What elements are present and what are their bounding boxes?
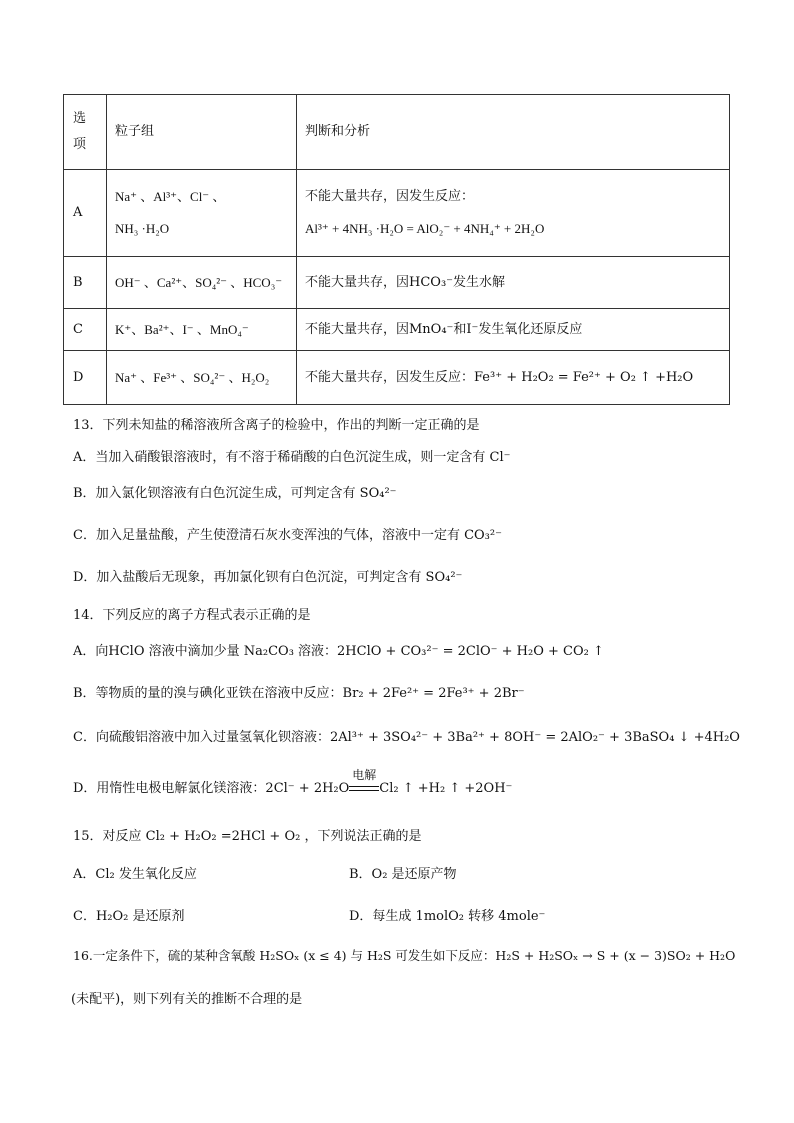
question-14-option-d [73,768,513,796]
option-d-prefix: D．用惰性电极电解氯化镁溶液：2Cl⁻ + 2H₂O [73,781,350,796]
question-16-line1: 16.一定条件下，硫的某种含氧酸 H₂SOₓ (x ≤ 4) 与 H₂S 可发生如下反应：H₂S + H₂SOₓ → S + (x − 3)SO₂ + H₂O [73,948,736,963]
row-group: Na⁺ 、Fe³⁺ 、SO₄²⁻ 、H₂O₂ [107,351,297,405]
question-13-option-b: B．加入氯化钡溶液有白色沉淀生成，可判定含有 SO₄²⁻ [73,486,397,501]
row-group: K⁺、Ba²⁺、I⁻ 、MnO₄⁻ [107,309,297,351]
table-row [64,351,730,405]
row-option: D [64,351,107,405]
row-group [107,170,297,257]
analysis-equation: Al³⁺ + 4NH₃ ·H₂O = AlO₂⁻ + 4NH₄⁺ + 2H₂O [305,221,545,236]
question-15-option-b: B．O₂ 是还原产物 [349,867,457,882]
question-15-option-a: A．Cl₂ 发生氧化反应 [73,867,197,882]
table-header-row [64,95,730,170]
question-14-option-a: A．向HClO 溶液中滴加少量 Na₂CO₃ 溶液：2HClO + CO₃²⁻ = 2ClO⁻ + H₂O + CO₂ ↑ [73,644,604,659]
row-option: A [64,170,107,257]
question-13-option-c: C．加入足量盐酸，产生使澄清石灰水变浑浊的气体，溶液中一定有 CO₃²⁻ [73,528,502,543]
option-d-suffix: Cl₂ ↑ +H₂ ↑ +2OH⁻ [379,781,513,796]
row-analysis: 不能大量共存，因MnO₄⁻和I⁻发生氧化还原反应 [297,309,730,351]
question-15-option-c: C．H₂O₂ 是还原剂 [73,909,185,924]
question-14-option-c: C．向硫酸铝溶液中加入过量氢氧化钡溶液：2Al³⁺ + 3SO₄²⁻ + 3Ba²⁺ + 8OH⁻ = 2AlO₂⁻ + 3BaSO₄ ↓ +4H₂O [73,730,740,745]
row-analysis [297,170,730,257]
question-13-stem: 13．下列未知盐的稀溶液所含离子的检验中，作出的判断一定正确的是 [73,418,480,433]
electrolysis-condition: 电解 [352,768,377,782]
double-bar [349,786,379,791]
question-15-stem: 15．对反应 Cl₂ + H₂O₂ =2HCl + O₂ ，下列说法正确的是 [73,829,422,844]
question-14-stem: 14．下列反应的离子方程式表示正确的是 [73,608,311,623]
row-analysis: 不能大量共存，因HCO₃⁻发生水解 [297,257,730,309]
group-line: Na⁺ 、Al³⁺、Cl⁻ 、 [115,189,226,204]
question-13-option-d: D．加入盐酸后无现象，再加氯化钡有白色沉淀，可判定含有 SO₄²⁻ [73,570,463,585]
header-option [64,95,107,170]
row-group: OH⁻ 、Ca²⁺、SO₄²⁻ 、HCO₃⁻ [107,257,297,309]
electrolysis-sign [349,768,379,796]
question-13-option-a: A．当加入硝酸银溶液时，有不溶于稀硝酸的白色沉淀生成，则一定含有 Cl⁻ [73,450,511,465]
row-analysis: 不能大量共存，因发生反应：Fe³⁺ + H₂O₂ = Fe²⁺ + O₂ ↑ +H₂O [297,351,730,405]
analysis-line: 不能大量共存，因发生反应： [305,189,475,204]
row-option: C [64,309,107,351]
header-option-text: 选项 [73,111,87,152]
question-15-option-d: D．每生成 1molO₂ 转移 4mole⁻ [349,909,546,924]
row-option: B [64,257,107,309]
table-row [64,170,730,257]
header-analysis: 判断和分析 [297,95,730,170]
group-line: NH₃ ·H₂O [115,221,170,236]
header-group: 粒子组 [107,95,297,170]
table-row [64,257,730,309]
table-row [64,309,730,351]
question-14-option-b: B．等物质的量的溴与碘化亚铁在溶液中反应：Br₂ + 2Fe²⁺ = 2Fe³⁺ + 2Br⁻ [73,686,525,701]
question-12-table [63,94,730,405]
question-16-line2: (未配平)，则下列有关的推断不合理的是 [71,992,303,1007]
